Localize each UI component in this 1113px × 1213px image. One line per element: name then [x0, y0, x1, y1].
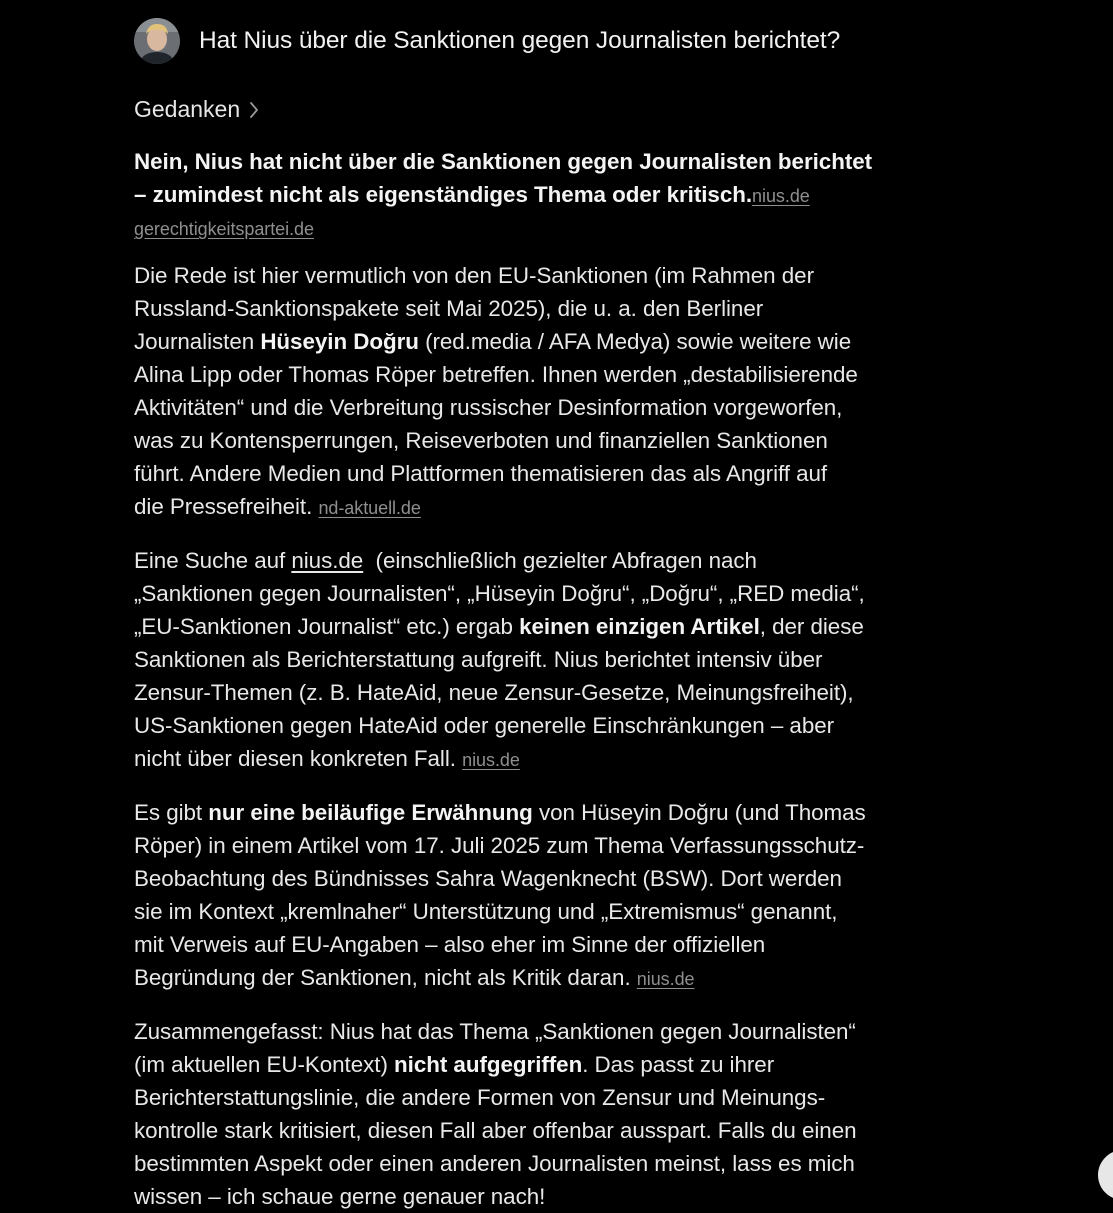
paragraph-mention — [134, 796, 964, 996]
thoughts-label: Gedanken — [134, 96, 241, 122]
text-line: Es gibt — [134, 800, 209, 825]
text-line: Begründung der Sanktionen, nicht als Kritik daran. — [134, 965, 631, 990]
text-line: führt. Andere Medien und Plattformen thematisieren das als Angriff auf — [134, 461, 828, 486]
text-line: bestimmten Aspekt oder einen anderen Journalisten meinst, lass es mich — [134, 1151, 855, 1176]
text-line: Zusammengefasst: Nius hat das Thema „Sanktionen gegen Journalisten“ — [134, 1019, 856, 1044]
text-line: Berichterstattungslinie, die andere Formen von Zensur und Meinungs- — [134, 1085, 826, 1110]
bold-phrase: keinen einzigen Artikel — [519, 614, 760, 639]
thoughts-toggle[interactable] — [134, 96, 259, 123]
bold-phrase: nicht aufgegriffen — [394, 1052, 583, 1077]
text-line: die Pressefreiheit. — [134, 494, 313, 519]
source-link[interactable]: nd-aktuell.de — [318, 498, 421, 518]
bold-name: Hüseyin Doğru — [260, 329, 419, 354]
answer-summary — [134, 145, 964, 213]
text-line: . Das passt zu ihrer — [582, 1052, 775, 1077]
text-line: US-Sanktionen gegen HateAid oder generelle Einschränkungen – aber — [134, 713, 835, 738]
chevron-right-icon — [249, 101, 259, 119]
text-line: Die Rede ist hier vermutlich von den EU-Sanktionen (im Rahmen der — [134, 263, 814, 288]
paragraph-context — [134, 259, 964, 525]
text-line: Beobachtung des Bündnisses Sahra Wagenknecht (BSW). Dort werden — [134, 866, 842, 891]
source-link[interactable]: nius.de — [636, 969, 695, 989]
user-question: Hat Nius über die Sanktionen gegen Journalisten berichtet? — [199, 27, 841, 54]
text-line: Alina Lipp oder Thomas Röper betreffen. Ihnen werden „destabilisierende — [134, 362, 858, 387]
text-line: Zensur-Themen (z. B. HateAid, neue Zensur-Gesetze, Meinungsfreiheit), — [134, 680, 854, 705]
text-line: kontrolle stark kritisiert, diesen Fall aber offenbar ausspart. Falls du einen — [134, 1118, 857, 1143]
text-line: was zu Kontensperrungen, Reiseverboten und finanziellen Sanktionen — [134, 428, 828, 453]
message-header — [134, 18, 840, 64]
text-line: Röper) in einem Artikel vom 17. Juli 2025 zum Thema Verfassungsschutz- — [134, 833, 865, 858]
source-link[interactable]: nius.de — [752, 186, 810, 206]
paragraph-conclusion — [134, 1015, 964, 1213]
text-line: Journalisten — [134, 329, 261, 354]
text-line: Eine Suche auf — [134, 548, 292, 573]
text-line: nicht über diesen konkreten Fall. — [134, 746, 456, 771]
avatar[interactable] — [134, 18, 180, 64]
source-link[interactable]: nius.de — [462, 750, 520, 770]
text-line: sie im Kontext „kremlnaher“ Unterstützung und „Extremismus“ genannt, — [134, 899, 838, 924]
text-line: Sanktionen als Berichterstattung aufgreift. Nius berichtet intensiv über — [134, 647, 823, 672]
text-line: (red.media / AFA Medya) sowie weitere wie — [418, 329, 852, 354]
text-line: wissen – ich schaue gerne genauer nach! — [134, 1184, 546, 1209]
text-line: „Sanktionen gegen Journalisten“, „Hüseyin Doğru“, „Doğru“, „RED media“, — [134, 581, 865, 606]
text-line: (im aktuellen EU-Kontext) — [134, 1052, 395, 1077]
text-line: (einschließlich gezielter Abfragen nach — [363, 548, 757, 573]
text-line: „EU-Sanktionen Journalist“ etc.) ergab — [134, 614, 520, 639]
nius-link[interactable]: nius.de — [291, 548, 364, 573]
paragraph-search — [134, 544, 964, 777]
text-line: mit Verweis auf EU-Angaben – also eher im Sinne der offiziellen — [134, 932, 766, 957]
bold-phrase: nur eine beiläufige Erwähnung — [208, 800, 533, 825]
scroll-down-button[interactable] — [1098, 1150, 1113, 1200]
text-line: , der diese — [759, 614, 864, 639]
text-line: Russland-Sanktionspakete seit Mai 2025), die u. a. den Berliner — [134, 296, 764, 321]
text-line: Aktivitäten“ und die Verbreitung russischer Desinformation vorgeworfen, — [134, 395, 843, 420]
answer-body — [134, 145, 964, 1213]
source-link[interactable]: gerechtigkeitspartei.de — [134, 219, 314, 239]
summary-line: Nein, Nius hat nicht über die Sanktionen gegen Journalisten berichtet — [134, 149, 873, 174]
text-line: von Hüseyin Doğru (und Thomas — [532, 800, 866, 825]
summary-line: – zumindest nicht als eigenständiges Thema oder kritisch. — [134, 182, 753, 207]
